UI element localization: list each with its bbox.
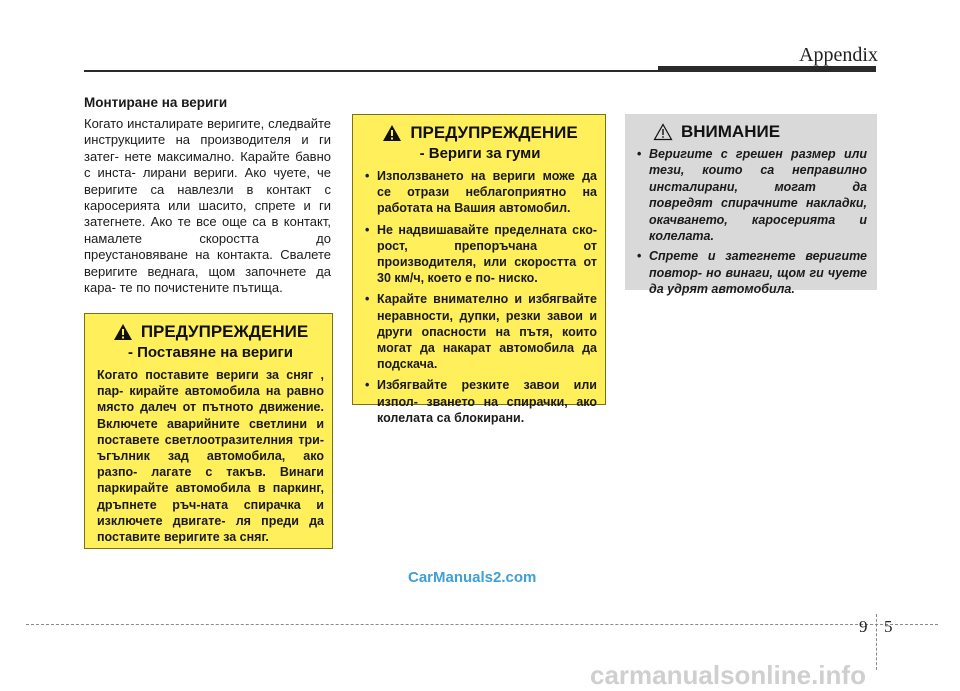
warning-install-title: ПРЕДУПРЕЖДЕНИЕ	[140, 322, 309, 341]
mounting-heading: Монтиране на вериги	[84, 95, 228, 110]
caution-box	[625, 114, 877, 297]
caution-title: ВНИМАНИЕ	[681, 122, 781, 141]
warning-install-subtitle: - Поставяне на вериги	[127, 344, 294, 361]
footer-divider	[26, 624, 938, 625]
header-rule	[84, 70, 660, 72]
list-item: • Избягвайте резките завои или изпол- зването на спирачки, ако колелата са блокирани.	[363, 377, 597, 426]
mounting-body: Когато инсталирате веригите, следвайте инструкциите на производителя и ги затег- нете максимално. Карайте бавно с инста- лирани вериги. Ако чуете, че веригите са навлезли в контакт с каросерията или шасито, спрете и ги затегнете. Ако те все още са в контакт, намалете скоростта до преустановяване на контакта. Свалете веригите веднага, щом започнете да кара- те по почистените пътища.	[84, 116, 331, 296]
list-item: • Използването на вериги може да се отрази неблагоприятно на работата на Вашия автомобил.	[363, 168, 597, 217]
mounting-section	[84, 95, 331, 296]
warning-tires-list	[363, 168, 597, 426]
list-item: • Веригите с грешен размер или тези, които са неправилно инсталирани, могат да повредят спирачните накладки, окачването, каросерията и колелата.	[635, 146, 867, 244]
page-number: 5	[884, 617, 893, 636]
footer-url[interactable]: carmanualsonline.info	[590, 660, 866, 690]
warning-tires-box	[352, 114, 606, 425]
section-title: Appendix	[799, 44, 878, 66]
warning-triangle-icon	[382, 124, 402, 142]
warning-tires-title: ПРЕДУПРЕЖДЕНИЕ	[410, 123, 578, 142]
page-number-divider	[876, 614, 877, 670]
caution-triangle-icon	[653, 123, 673, 141]
warning-install-body: Когато поставите вериги за сняг , пар- кирайте автомобила на равно място далеч от пътното движение. Включете аварийните светлини и поставете светлоотразителния три- ъгълник зад автомобила, ако разпо- лагате с такъв. Винаги паркирайте автомобила в паркинг, дръпнете ръч-ната спирачка и изключете двигате- ля преди да поставите веригите за сняг.	[97, 368, 324, 545]
warning-install-box	[84, 313, 333, 549]
list-item: • Не надвишавайте пределната ско- рост, препоръчана от производителя, или скоростта от 30 км/ч, което е по- ниско.	[363, 222, 597, 287]
list-item: • Спрете и затегнете веригите повтор- но винаги, щом ги чуете да удрят автомобила.	[635, 248, 867, 297]
caution-list	[635, 146, 867, 298]
warning-tires-subtitle: - Вериги за гуми	[419, 145, 541, 162]
watermark-link[interactable]: CarManuals2.com	[408, 569, 537, 586]
chapter-number: 9	[859, 617, 868, 636]
header-rule-accent	[658, 66, 876, 72]
warning-triangle-icon	[113, 323, 133, 341]
list-item: • Карайте внимателно и избягвайте неравности, дупки, резки завои и други опасности на пътя, които могат да накарат автомобила да подскача.	[363, 291, 597, 372]
